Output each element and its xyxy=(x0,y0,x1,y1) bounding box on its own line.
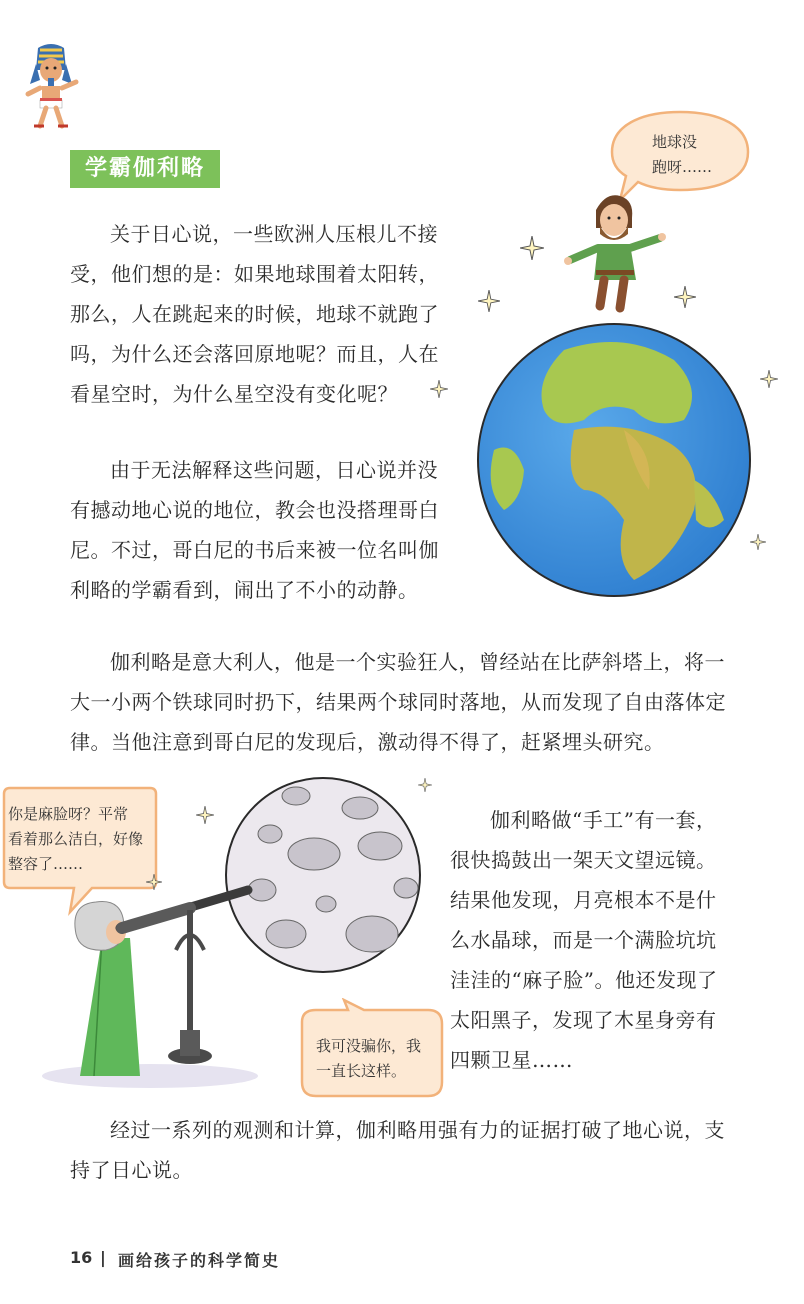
astronomer-with-telescope-icon xyxy=(40,880,290,1090)
bubble-line: 整容了…… xyxy=(8,855,84,873)
paragraph-conclusion xyxy=(70,1110,738,1190)
bubble-line: 地球没 xyxy=(652,133,698,151)
star-sparkle-icon xyxy=(674,286,696,308)
paragraph-text: 由于无法解释这些问题，日心说并没有撼动地心说的地位，教会也没搭理哥白尼。不过，哥白尼的书后来被一位名叫伽利略的学霸看到，闹出了不小的动静。 xyxy=(70,458,439,602)
star-sparkle-icon xyxy=(430,380,448,398)
bubble-line: 一直长这样。 xyxy=(316,1062,407,1080)
footer-separator: | xyxy=(100,1248,106,1267)
paragraph-text: 经过一系列的观测和计算，伽利略用强有力的证据打破了地心说，支持了日心说。 xyxy=(70,1118,725,1182)
paragraph-text: 关于日心说，一些欧洲人压根儿不接受，他们想的是：如果地球围着太阳转，那么，人在跳起来的时候，地球不就跑了吗，为什么还会落回原地呢？而且，人在看星空时，为什么星空没有变化呢？ xyxy=(70,222,439,406)
star-sparkle-icon xyxy=(520,236,544,260)
paragraph-text: 伽利略是意大利人，他是一个实验狂人，曾经站在比萨斜塔上，将一大一小两个铁球同时扔下，结果两个球同时落地，从而发现了自由落体定律。当他注意到哥白尼的发现后，激动得不得了，赶紧埋头研究。 xyxy=(70,650,726,754)
paragraph-heliocentric-doubts xyxy=(70,214,454,414)
moon-bubble-text xyxy=(8,802,158,877)
jumping-man-figure-icon xyxy=(556,188,676,318)
paragraph-copernicus-ignored xyxy=(70,450,454,610)
bubble-line: 你是麻脸呀？平常 xyxy=(8,805,129,823)
earth-globe-icon xyxy=(474,320,754,600)
page-number: 16 xyxy=(70,1248,93,1267)
star-sparkle-icon xyxy=(750,534,766,550)
paragraph-galileo-experiment xyxy=(70,642,738,762)
bubble-line: 看着那么洁白，好像 xyxy=(8,830,144,848)
star-sparkle-icon xyxy=(760,370,778,388)
reply-bubble-text xyxy=(316,1034,446,1084)
bubble-line: 跑呀…… xyxy=(652,158,713,176)
star-sparkle-icon xyxy=(418,778,432,792)
book-title: 画给孩子的科学简史 xyxy=(118,1251,281,1270)
section-title: 学霸伽利略 xyxy=(70,150,220,188)
paragraph-telescope-discoveries xyxy=(450,800,732,1080)
star-sparkle-icon xyxy=(478,290,500,312)
paragraph-text: 伽利略做“手工”有一套，很快捣鼓出一架天文望远镜。结果他发现，月亮根本不是什么水晶球，而是一个满脸坑坑洼洼的“麻子脸”。他还发现了太阳黑子，发现了木星身旁有四颗卫星…… xyxy=(450,808,718,1072)
bubble-line: 我可没骗你，我 xyxy=(316,1037,422,1055)
pharaoh-figure-icon xyxy=(18,40,84,130)
earth-bubble-text xyxy=(652,130,742,180)
star-sparkle-icon xyxy=(196,806,214,824)
